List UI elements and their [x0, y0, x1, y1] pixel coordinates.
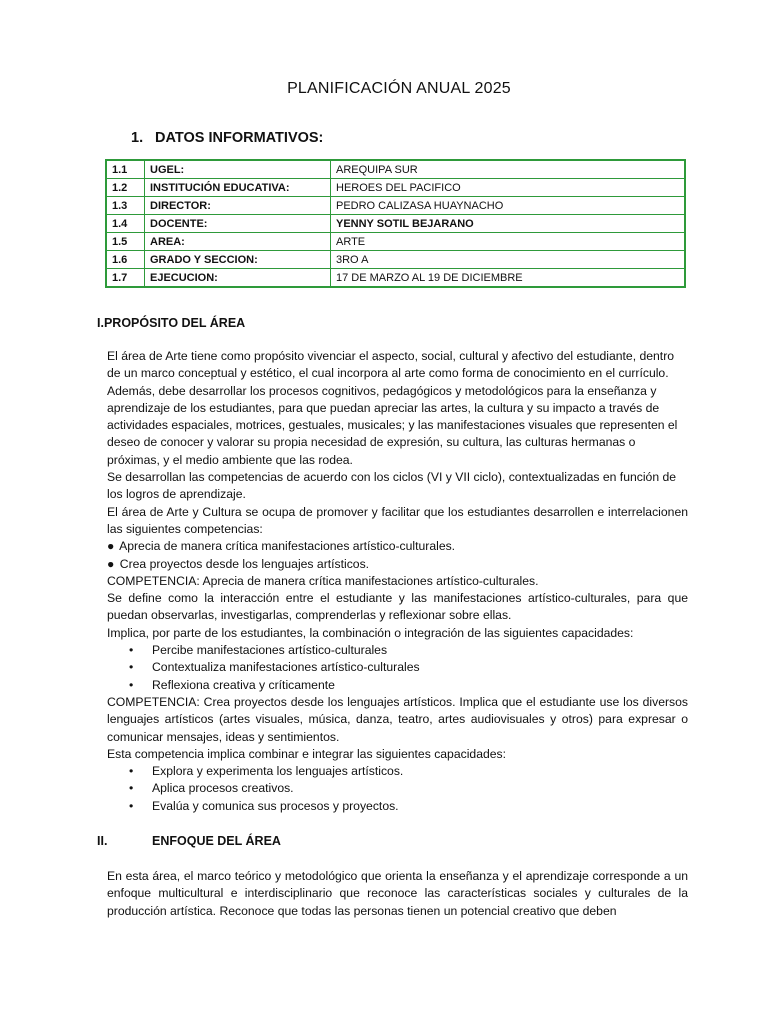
row-label: INSTITUCIÓN EDUCATIVA:	[145, 179, 331, 197]
row-value: AREQUIPA SUR	[331, 160, 686, 179]
bullet-icon: •	[129, 643, 134, 658]
bullet-icon: ●	[107, 556, 115, 571]
table-row	[106, 269, 685, 288]
paragraph: Se define como la interacción entre el estudiante y las manifestaciones artístico-culturales, para que puedan observarlas, investigarlas, comprenderlas y reflexionar sobre ellas.	[107, 591, 688, 623]
paragraph: Se desarrollan las competencias de acuerdo con los ciclos (VI y VII ciclo), contextualizadas en función de los logros de aprendizaje.	[107, 470, 677, 502]
bullet-icon: •	[129, 764, 134, 779]
row-value: YENNY SOTIL BEJARANO	[331, 215, 686, 233]
row-value: PEDRO CALIZASA HUAYNACHO	[331, 197, 686, 215]
table-row	[106, 197, 685, 215]
row-label: EJECUCION:	[145, 269, 331, 288]
list-item-text: Reflexiona creativa y críticamente	[152, 677, 335, 692]
paragraph: El área de Arte y Cultura se ocupa de promover y facilitar que los estudiantes desarrollen e interrelacionen las siguientes competencias:	[107, 504, 688, 536]
section-number: 1.	[131, 130, 144, 146]
paragraph: Implica, por parte de los estudiantes, la combinación o integración de las siguientes capacidades:	[107, 625, 634, 640]
bullet-icon: •	[129, 798, 134, 813]
section-title: DATOS INFORMATIVOS:	[155, 130, 324, 146]
table-row	[106, 179, 685, 197]
row-number: 1.2	[106, 179, 145, 197]
bullet-icon: ●	[107, 539, 115, 554]
row-label: AREA:	[145, 233, 331, 251]
table-row	[106, 160, 685, 179]
table-row	[106, 251, 685, 269]
row-label: DOCENTE:	[145, 215, 331, 233]
list-item-text: Explora y experimenta los lenguajes artísticos.	[152, 764, 404, 779]
row-value: ARTE	[331, 233, 686, 251]
list-item	[107, 677, 688, 694]
list-item	[107, 763, 688, 780]
row-value: HEROES DEL PACIFICO	[331, 179, 686, 197]
row-number: 1.1	[106, 160, 145, 179]
paragraph: El área de Arte tiene como propósito vivenciar el aspecto, social, cultural y afectivo del estudiante, dentro de un marco conceptual y estético, el cual incorpora al arte como forma de conocimiento en el currículo. Además, debe desarrollar los procesos cognitivos, pedagógicos y metodológicos para la enseñanza y aprendizaje de los estudiantes, para que puedan apreciar las artes, la cultura y su impacto a través de actividades espaciales, motrices, gestuales, musicales; y las manifestaciones visuales que representen el deseo de conocer y valorar su propia necesidad de expresión, su cultura, las culturas hermanas o próximas, y el medio ambiente que las rodea.	[107, 349, 678, 467]
section-heading-datos	[131, 130, 323, 146]
list-item	[107, 538, 688, 555]
table-row	[106, 233, 685, 251]
row-number: 1.6	[106, 251, 145, 269]
enfoque-body	[107, 868, 688, 920]
row-label: GRADO Y SECCION:	[145, 251, 331, 269]
list-item	[107, 780, 688, 797]
section-heading-enfoque	[97, 834, 281, 848]
row-label: DIRECTOR:	[145, 197, 331, 215]
row-number: 1.7	[106, 269, 145, 288]
table-row	[106, 215, 685, 233]
list-item-text: Percibe manifestaciones artístico-culturales	[152, 643, 388, 658]
purpose-body	[107, 348, 688, 815]
paragraph: En esta área, el marco teórico y metodológico que orienta la enseñanza y el aprendizaje corresponde a un enfoque multicultural e interdisciplinario que reconoce las características sociales y culturales de la producción artística. Reconoce que todas las personas tienen un potencial creativo que deben	[107, 869, 688, 918]
row-value: 3RO A	[331, 251, 686, 269]
list-item-text: Crea proyectos desde los lenguajes artísticos.	[119, 556, 370, 571]
section-number: I.	[97, 316, 104, 330]
list-item-text: Aprecia de manera crítica manifestaciones artístico-culturales.	[119, 539, 456, 554]
info-table	[105, 159, 686, 288]
list-item-text: Contextualiza manifestaciones artístico-culturales	[152, 660, 420, 675]
row-number: 1.4	[106, 215, 145, 233]
row-number: 1.3	[106, 197, 145, 215]
bullet-icon: •	[129, 660, 134, 675]
section-number: II.	[97, 834, 108, 848]
list-item	[107, 659, 688, 676]
section-title: ENFOQUE DEL ÁREA	[152, 834, 281, 848]
bullet-icon: •	[129, 781, 134, 796]
list-item-text: Evalúa y comunica sus procesos y proyectos.	[152, 798, 399, 813]
paragraph: Esta competencia implica combinar e integrar las siguientes capacidades:	[107, 746, 507, 761]
row-label: UGEL:	[145, 160, 331, 179]
document-title: PLANIFICACIÓN ANUAL 2025	[287, 80, 511, 97]
paragraph: COMPETENCIA: Aprecia de manera crítica manifestaciones artístico-culturales.	[107, 573, 539, 588]
paragraph: COMPETENCIA: Crea proyectos desde los lenguajes artísticos. Implica que el estudiante use los diversos lenguajes artísticos (artes visuales, música, danza, teatro, artes audiovisuales y otros) para expresar o comunicar mensajes, ideas y sentimientos.	[107, 694, 688, 744]
bullet-icon: •	[129, 677, 134, 692]
row-value: 17 DE MARZO AL 19 DE DICIEMBRE	[331, 269, 686, 288]
list-item	[107, 642, 688, 659]
list-item-text: Aplica procesos creativos.	[152, 781, 294, 796]
row-number: 1.5	[106, 233, 145, 251]
list-item	[107, 798, 688, 815]
section-title: PROPÓSITO DEL ÁREA	[103, 316, 246, 330]
list-item	[107, 556, 688, 573]
section-heading-proposito	[97, 316, 245, 330]
